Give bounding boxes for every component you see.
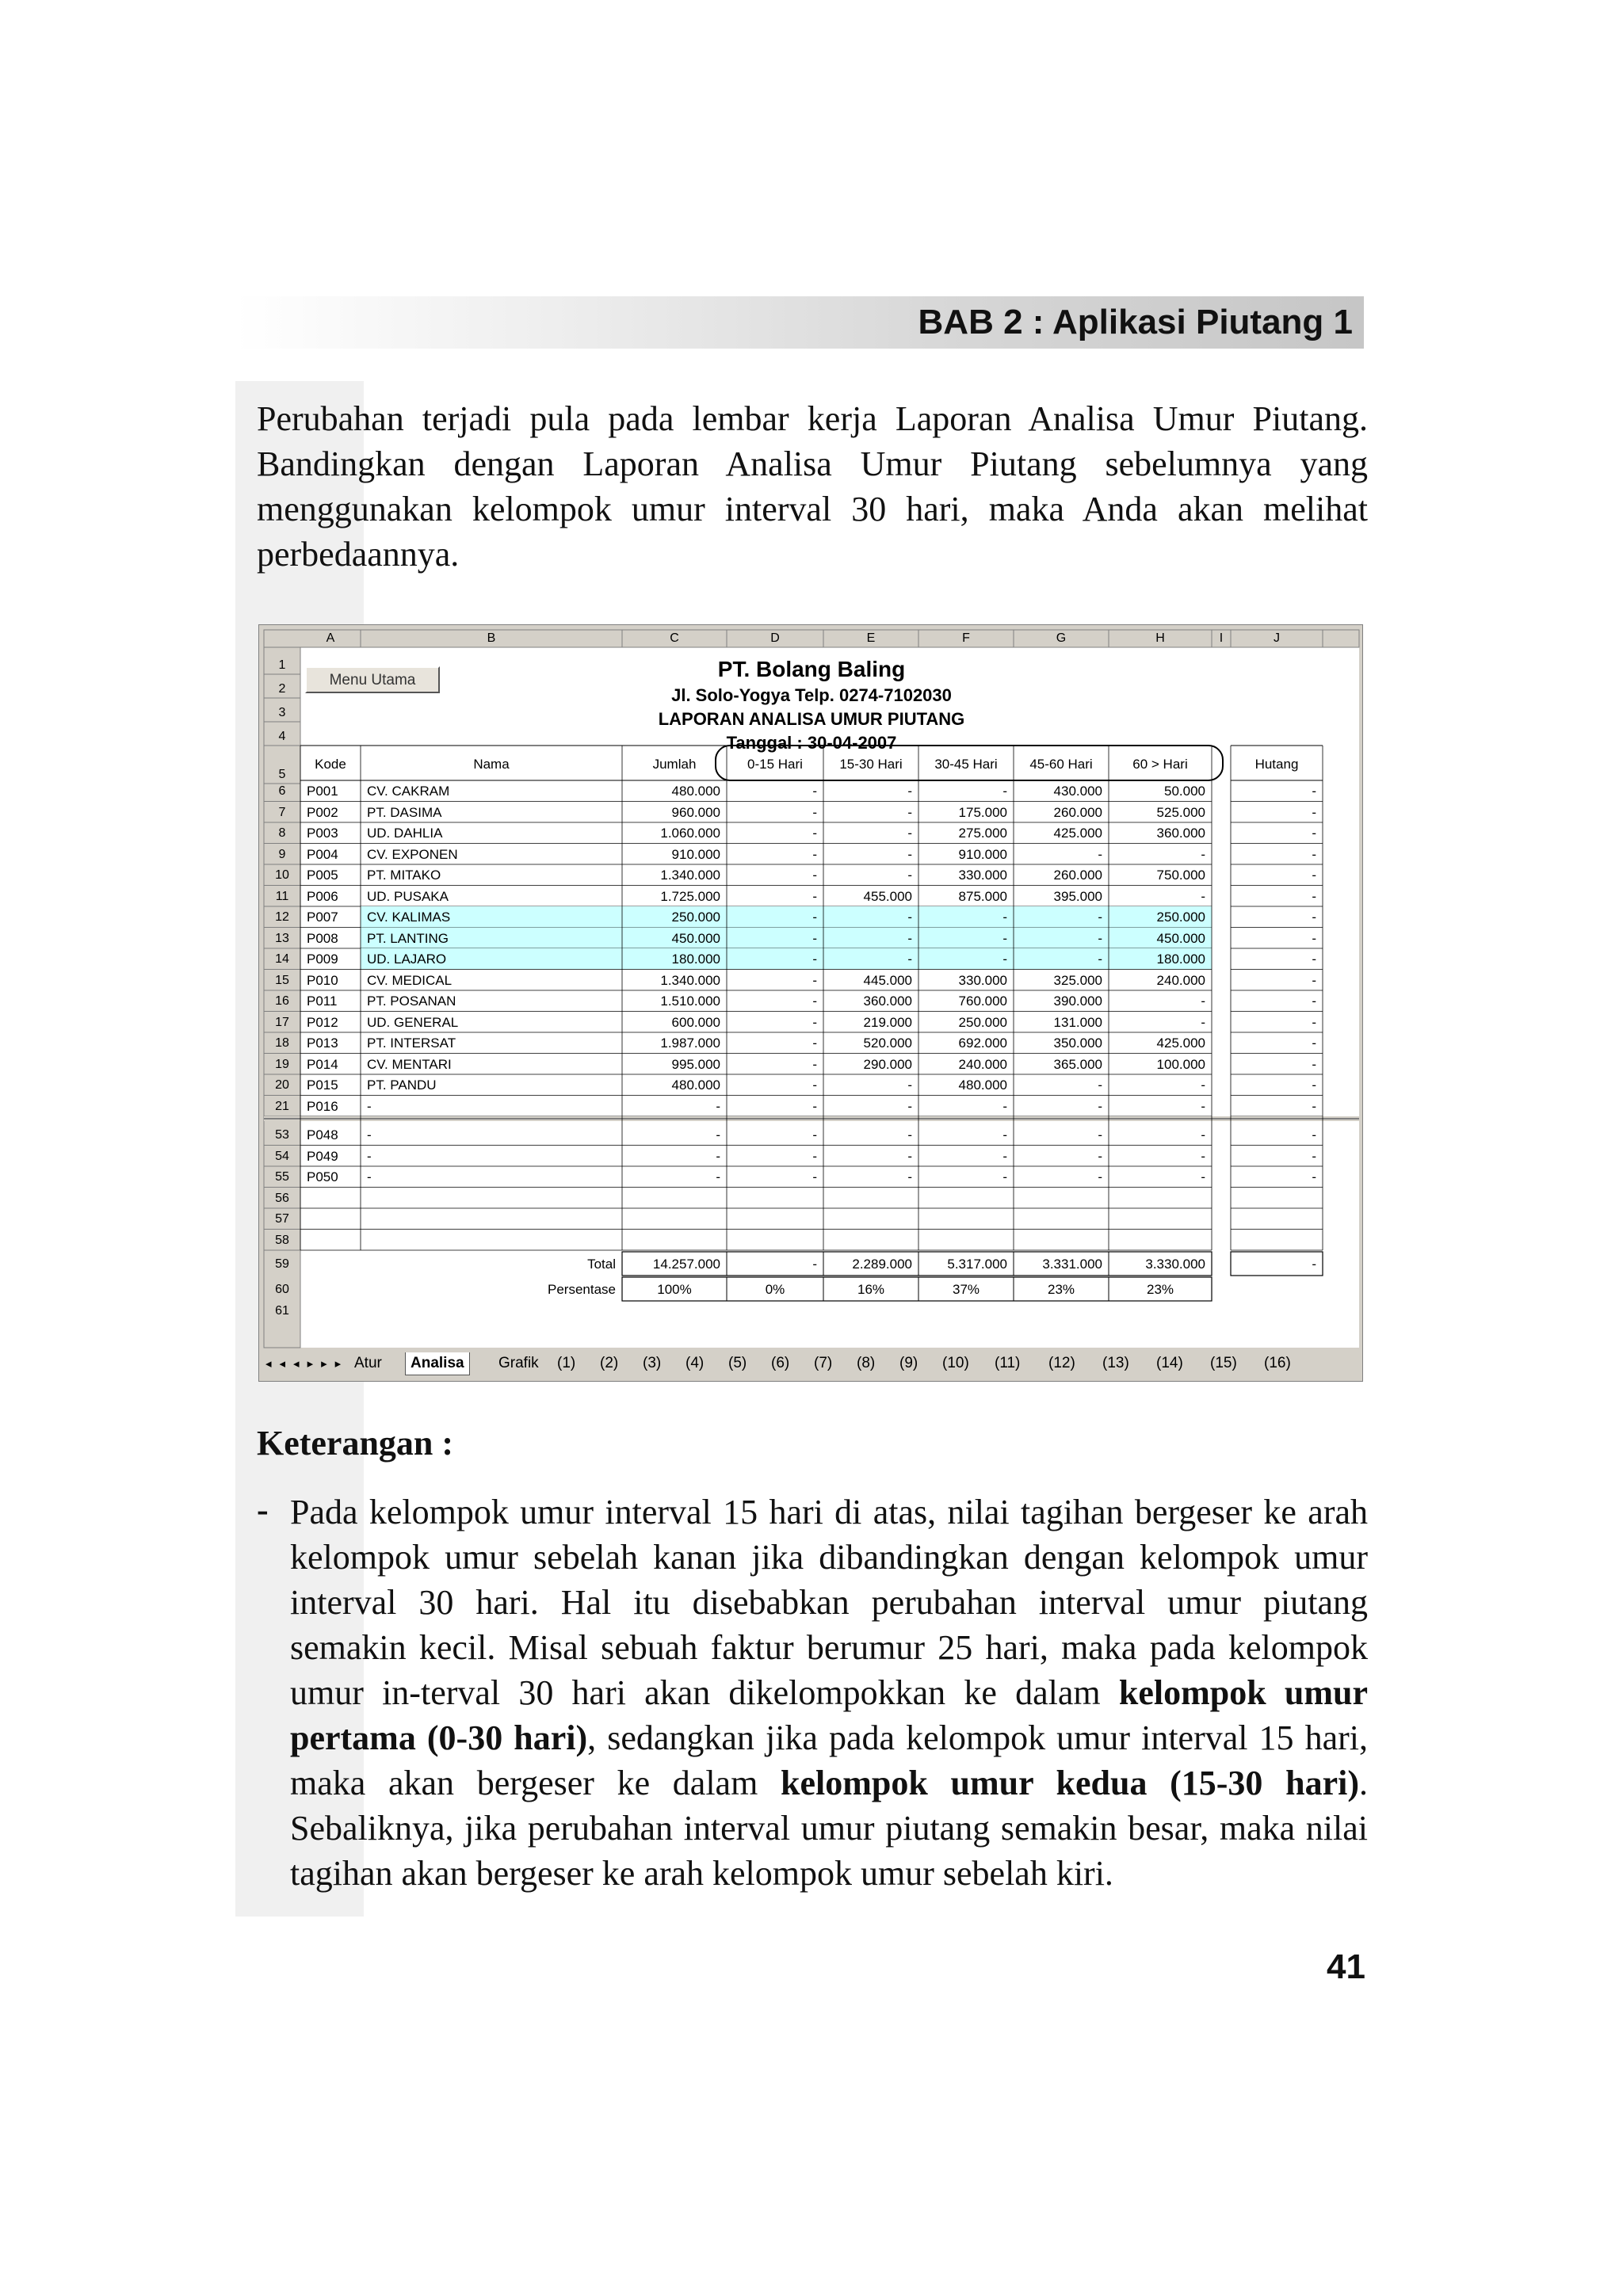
sheet-tab-15[interactable]: (15) [1210, 1355, 1237, 1371]
percent-cell-h: 23% [1146, 1282, 1174, 1297]
table-cell-g: 260.000 [1053, 804, 1102, 820]
report-title: LAPORAN ANALISA UMUR PIUTANG [658, 709, 965, 729]
table-cell-j: - [1312, 1035, 1316, 1051]
chapter-title: BAB 2 : Aplikasi Piutang 1 [918, 303, 1353, 341]
table-cell-f: - [1002, 1169, 1007, 1184]
table-cell-h: 250.000 [1156, 910, 1205, 925]
total-cell-j: - [1312, 1257, 1316, 1272]
table-cell-nama: - [367, 1148, 372, 1164]
sheet-tab-11[interactable]: (11) [995, 1355, 1021, 1371]
table-cell-kode: P009 [307, 952, 338, 967]
table-cell-kode: P002 [307, 804, 338, 820]
table-cell-h: - [1201, 1098, 1205, 1114]
table-cell-j: - [1312, 804, 1316, 820]
table-cell-e: 290.000 [863, 1056, 912, 1072]
table-cell-h: 750.000 [1156, 868, 1205, 883]
table-cell-j: - [1312, 888, 1316, 904]
table-cell-f: - [1002, 930, 1007, 946]
menu-utama-button[interactable]: Menu Utama [305, 666, 440, 693]
table-cell-g: - [1098, 1127, 1102, 1142]
table-cell-j: - [1312, 972, 1316, 988]
sheet-tab-8[interactable]: (8) [857, 1355, 876, 1371]
table-cell-jumlah: 250.000 [671, 910, 720, 925]
row-header-7[interactable]: 7 [278, 805, 286, 819]
note-bullet: - [257, 1490, 269, 1529]
row-header-2[interactable]: 2 [278, 682, 286, 696]
table-cell-h: 240.000 [1156, 972, 1205, 988]
table-cell-jumlah: 1.340.000 [660, 972, 720, 988]
table-cell-jumlah: 450.000 [671, 930, 720, 946]
column-header-f[interactable]: F [962, 631, 970, 645]
table-cell-g: - [1098, 846, 1102, 862]
sheet-tab-10[interactable]: (10) [942, 1355, 969, 1371]
sheet-tab-9[interactable]: (9) [899, 1355, 918, 1371]
table-cell-jumlah: 1.510.000 [660, 994, 720, 1009]
sheet-tab-bar [262, 1351, 1359, 1376]
sheet-tab-12[interactable]: (12) [1048, 1355, 1075, 1371]
note-segment: kelompok umur pertama (0-30 hari) [290, 1673, 1368, 1757]
table-cell-j: - [1312, 952, 1316, 967]
table-cell-j: - [1312, 826, 1316, 841]
table-cell-g: - [1098, 1148, 1102, 1164]
table-cell-nama: UD. GENERAL [367, 1014, 459, 1030]
table-cell-h: - [1201, 1127, 1205, 1142]
table-cell-f: 275.000 [958, 826, 1007, 841]
table-cell-f: 875.000 [958, 888, 1007, 904]
table-cell-f: - [1002, 952, 1007, 967]
sheet-tab-2[interactable]: (2) [600, 1355, 619, 1371]
table-cell-f: - [1002, 784, 1007, 799]
table-cell-d: - [812, 888, 817, 904]
table-cell-e: 219.000 [863, 1014, 912, 1030]
page-number: 41 [1327, 1947, 1365, 1986]
note-segment: . Sebaliknya, jika perubahan interval umur piutang semakin besar, maka nilai tagihan akan bergeser ke arah kelompok umur sebelah kiri. [290, 1764, 1368, 1893]
spreadsheet-screenshot [258, 624, 1363, 1382]
row-header-16[interactable]: 16 [275, 994, 289, 1008]
table-cell-g: 350.000 [1053, 1035, 1102, 1051]
table-cell-nama: CV. KALIMAS [367, 910, 451, 925]
table-cell-e: - [907, 1148, 912, 1164]
table-cell-nama: PT. PANDU [367, 1077, 437, 1093]
table-cell-nama: UD. DAHLIA [367, 826, 443, 841]
table-cell-h: 100.000 [1156, 1056, 1205, 1072]
table-cell-f: 330.000 [958, 868, 1007, 883]
percent-cell-g: 23% [1047, 1282, 1075, 1297]
total-cell-g: 3.331.000 [1042, 1257, 1102, 1272]
row-header-61[interactable]: 61 [275, 1304, 289, 1318]
table-cell-e: 520.000 [863, 1035, 912, 1051]
table-cell-kode: P011 [307, 994, 338, 1009]
table-cell-jumlah: - [716, 1098, 720, 1114]
table-cell-e: - [907, 846, 912, 862]
table-cell-kode: P016 [307, 1098, 338, 1114]
row-header-8[interactable]: 8 [278, 826, 286, 840]
table-cell-d: - [812, 910, 817, 925]
table-cell-kode: P013 [307, 1035, 338, 1051]
table-cell-h: - [1201, 994, 1205, 1009]
row-header-14[interactable]: 14 [275, 952, 289, 966]
note-segment: , sedangkan jika pada kelompok umur interval 15 hari, maka akan bergeser ke dalam [290, 1718, 1368, 1802]
report-date: Tanggal : 30-04-2007 [726, 733, 897, 753]
table-cell-d: - [812, 1035, 817, 1051]
table-cell-jumlah: 180.000 [671, 952, 720, 967]
row-header-6[interactable]: 6 [278, 784, 286, 798]
table-cell-kode: P050 [307, 1169, 338, 1184]
table-cell-kode: P004 [307, 846, 338, 862]
table-cell-d: - [812, 1077, 817, 1093]
percent-cell-f: 37% [952, 1282, 980, 1297]
table-cell-h: - [1201, 1077, 1205, 1093]
row-header-13[interactable]: 13 [275, 931, 289, 945]
note-heading: Keterangan : [257, 1424, 454, 1463]
row-header-20[interactable]: 20 [275, 1078, 289, 1092]
sheet-tab-atur[interactable]: Atur [354, 1355, 382, 1371]
table-cell-kode: P010 [307, 972, 338, 988]
table-header-cell: 0-15 Hari [747, 757, 803, 772]
table-cell-e: 360.000 [863, 994, 912, 1009]
column-header-d[interactable]: D [770, 631, 780, 645]
table-cell-e: - [907, 868, 912, 883]
table-cell-h: - [1201, 1148, 1205, 1164]
table-cell-nama: - [367, 1127, 372, 1142]
table-cell-jumlah: 1.987.000 [660, 1035, 720, 1051]
chapter-header [235, 296, 1364, 349]
table-cell-kode: P012 [307, 1014, 338, 1030]
table-cell-e: - [907, 1127, 912, 1142]
table-cell-kode: P008 [307, 930, 338, 946]
table-cell-jumlah: - [716, 1148, 720, 1164]
company-name: PT. Bolang Baling [717, 657, 906, 681]
table-cell-g: - [1098, 952, 1102, 967]
table-cell-nama: - [367, 1098, 372, 1114]
table-cell-j: - [1312, 784, 1316, 799]
table-cell-kode: P014 [307, 1056, 338, 1072]
percent-cell-d: 0% [765, 1282, 785, 1297]
table-cell-kode: P003 [307, 826, 338, 841]
column-header-j[interactable]: J [1274, 631, 1280, 645]
table-cell-g: - [1098, 1098, 1102, 1114]
column-header-a[interactable]: A [326, 631, 335, 645]
table-cell-e: - [907, 784, 912, 799]
table-cell-h: - [1201, 888, 1205, 904]
sheet-tab-16[interactable]: (16) [1264, 1355, 1291, 1371]
table-cell-jumlah: 1.340.000 [660, 868, 720, 883]
table-cell-nama: UD. PUSAKA [367, 888, 449, 904]
table-cell-h: - [1201, 1014, 1205, 1030]
column-header-g[interactable]: G [1056, 631, 1067, 645]
table-cell-f: - [1002, 1127, 1007, 1142]
table-cell-nama: PT. DASIMA [367, 804, 442, 820]
row-header-60[interactable]: 60 [275, 1283, 289, 1296]
table-cell-d: - [812, 1169, 817, 1184]
row-header-12[interactable]: 12 [275, 910, 289, 924]
table-cell-h: - [1201, 1169, 1205, 1184]
table-cell-g: 131.000 [1053, 1014, 1102, 1030]
table-cell-jumlah: - [716, 1169, 720, 1184]
table-cell-jumlah: 995.000 [671, 1056, 720, 1072]
table-cell-f: - [1002, 910, 1007, 925]
row-header-57[interactable]: 57 [275, 1212, 289, 1226]
column-header-c[interactable]: C [670, 631, 679, 645]
table-cell-f: 910.000 [958, 846, 1007, 862]
table-cell-f: 692.000 [958, 1035, 1007, 1051]
table-cell-e: - [907, 952, 912, 967]
table-cell-d: - [812, 994, 817, 1009]
table-cell-g: 365.000 [1053, 1056, 1102, 1072]
table-cell-h: 525.000 [1156, 804, 1205, 820]
percent-cell-label: Persentase [548, 1282, 616, 1297]
table-cell-e: - [907, 804, 912, 820]
table-cell-g: - [1098, 930, 1102, 946]
sheet-tab-4[interactable]: (4) [685, 1355, 705, 1371]
table-header-cell: 30-45 Hari [934, 757, 998, 772]
table-header-cell: Kode [315, 757, 346, 772]
table-cell-e: - [907, 1077, 912, 1093]
table-cell-j: - [1312, 910, 1316, 925]
sheet-tab-5[interactable]: (5) [728, 1355, 747, 1371]
intro-paragraph: Perubahan terjadi pula pada lembar kerja Laporan Analisa Umur Piutang. Bandingkan dengan Laporan Analisa Umur Piutang sebelumnya yang menggunakan kelompok umur interval 30 hari, maka Anda akan melihat perbedaannya. [257, 399, 1368, 574]
row-header-21[interactable]: 21 [275, 1099, 289, 1113]
table-cell-d: - [812, 1098, 817, 1114]
row-header-1[interactable]: 1 [278, 658, 286, 672]
table-cell-h: - [1201, 846, 1205, 862]
row-header-9[interactable]: 9 [278, 847, 286, 861]
table-header-cell: 60 > Hari [1132, 757, 1188, 772]
table-cell-h: 425.000 [1156, 1035, 1205, 1051]
table-cell-d: - [812, 826, 817, 841]
table-cell-kode: P015 [307, 1077, 338, 1093]
table-cell-e: - [907, 910, 912, 925]
table-cell-d: - [812, 1148, 817, 1164]
table-cell-d: - [812, 846, 817, 862]
table-cell-nama: UD. LAJARO [367, 952, 447, 967]
table-cell-nama: PT. MITAKO [367, 868, 441, 883]
row-header-15[interactable]: 15 [275, 973, 289, 987]
table-cell-j: - [1312, 930, 1316, 946]
sheet-tab-6[interactable]: (6) [771, 1355, 790, 1371]
table-cell-j: - [1312, 846, 1316, 862]
table-cell-nama: PT. LANTING [367, 930, 449, 946]
table-cell-jumlah: 600.000 [671, 1014, 720, 1030]
table-cell-g: 430.000 [1053, 784, 1102, 799]
percent-cell-c: 100% [657, 1282, 692, 1297]
table-header-cell: Hutang [1254, 757, 1299, 772]
table-cell-g: - [1098, 1169, 1102, 1184]
table-cell-nama: CV. CAKRAM [367, 784, 450, 799]
sheet-tab-grafik[interactable]: Grafik [498, 1355, 539, 1371]
table-cell-j: - [1312, 1169, 1316, 1184]
row-header-17[interactable]: 17 [275, 1015, 289, 1029]
table-cell-d: - [812, 1056, 817, 1072]
table-cell-d: - [812, 1127, 817, 1142]
column-header-i[interactable]: I [1219, 631, 1224, 645]
table-cell-jumlah: 480.000 [671, 784, 720, 799]
row-header-56[interactable]: 56 [275, 1191, 289, 1205]
table-cell-g: 425.000 [1053, 826, 1102, 841]
table-cell-j: - [1312, 1014, 1316, 1030]
table-cell-f: 175.000 [958, 804, 1007, 820]
table-cell-d: - [812, 1014, 817, 1030]
table-cell-h: 180.000 [1156, 952, 1205, 967]
table-cell-e: - [907, 826, 912, 841]
note-segment: kelompok umur kedua (15-30 hari) [781, 1764, 1359, 1802]
table-cell-nama: - [367, 1169, 372, 1184]
row-header-58[interactable]: 58 [275, 1233, 289, 1247]
total-cell-e: 2.289.000 [852, 1257, 912, 1272]
table-cell-f: 330.000 [958, 972, 1007, 988]
table-cell-kode: P049 [307, 1148, 338, 1164]
table-header-cell: 15-30 Hari [839, 757, 903, 772]
table-cell-j: - [1312, 1056, 1316, 1072]
table-cell-j: - [1312, 1077, 1316, 1093]
total-cell-d: - [812, 1257, 817, 1272]
table-cell-f: 250.000 [958, 1014, 1007, 1030]
table-cell-h: 450.000 [1156, 930, 1205, 946]
table-cell-e: 445.000 [863, 972, 912, 988]
sheet-tab-1[interactable]: (1) [557, 1355, 576, 1371]
sheet-tab-3[interactable]: (3) [643, 1355, 662, 1371]
table-cell-g: 395.000 [1053, 888, 1102, 904]
table-cell-g: 260.000 [1053, 868, 1102, 883]
table-cell-h: 50.000 [1164, 784, 1205, 799]
table-cell-nama: PT. INTERSAT [367, 1035, 456, 1051]
table-cell-d: - [812, 952, 817, 967]
row-header-59[interactable]: 59 [275, 1257, 289, 1271]
row-header-4[interactable]: 4 [278, 730, 286, 743]
row-header-55[interactable]: 55 [275, 1170, 289, 1184]
column-header-b[interactable]: B [487, 631, 496, 645]
table-cell-f: 480.000 [958, 1077, 1007, 1093]
column-header-e[interactable]: E [866, 631, 876, 645]
table-cell-d: - [812, 972, 817, 988]
note-paragraph [290, 1489, 1368, 1896]
sheet-tab-14[interactable]: (14) [1156, 1355, 1183, 1371]
table-cell-nama: CV. MEDICAL [367, 972, 453, 988]
table-cell-g: 325.000 [1053, 972, 1102, 988]
table-cell-kode: P048 [307, 1127, 338, 1142]
table-cell-nama: CV. EXPONEN [367, 846, 458, 862]
total-cell-label: Total [587, 1257, 616, 1272]
table-cell-j: - [1312, 1148, 1316, 1164]
table-cell-j: - [1312, 1127, 1316, 1142]
table-header-cell: 45-60 Hari [1029, 757, 1093, 772]
table-cell-e: 455.000 [863, 888, 912, 904]
table-cell-d: - [812, 930, 817, 946]
table-cell-j: - [1312, 868, 1316, 883]
table-cell-jumlah: 1.060.000 [660, 826, 720, 841]
table-cell-f: 760.000 [958, 994, 1007, 1009]
row-header-3[interactable]: 3 [278, 706, 286, 719]
percent-cell-e: 16% [857, 1282, 885, 1297]
table-cell-kode: P005 [307, 868, 338, 883]
table-cell-d: - [812, 868, 817, 883]
row-header-53[interactable]: 53 [275, 1128, 289, 1142]
note-segment: Pada kelompok umur interval 15 hari di atas, nilai tagihan bergeser ke arah kelompok umur sebelah kanan jika dibandingkan dengan kelompok umur interval 30 hari. Hal itu disebabkan perubahan interval umur piutang semakin kecil. Misal sebuah faktur berumur 25 hari, maka pada kelompok umur in-terval 30 hari akan dikelompokkan ke dalam [290, 1493, 1368, 1712]
table-cell-d: - [812, 784, 817, 799]
table-cell-e: - [907, 1169, 912, 1184]
table-cell-e: - [907, 1098, 912, 1114]
table-cell-jumlah: - [716, 1127, 720, 1142]
table-cell-jumlah: 1.725.000 [660, 888, 720, 904]
total-cell-h: 3.330.000 [1145, 1257, 1205, 1272]
total-cell-jumlah: 14.257.000 [652, 1257, 720, 1272]
table-header-cell: Nama [473, 757, 510, 772]
row-header-18[interactable]: 18 [275, 1036, 289, 1050]
row-header-54[interactable]: 54 [275, 1149, 289, 1163]
table-cell-h: 360.000 [1156, 826, 1205, 841]
row-header-5[interactable]: 5 [278, 768, 286, 781]
row-header-10[interactable]: 10 [275, 868, 289, 882]
table-cell-g: - [1098, 1077, 1102, 1093]
table-cell-kode: P006 [307, 888, 338, 904]
table-cell-g: 390.000 [1053, 994, 1102, 1009]
table-cell-jumlah: 910.000 [671, 846, 720, 862]
total-cell-f: 5.317.000 [947, 1257, 1007, 1272]
table-header-cell: Jumlah [652, 757, 697, 772]
table-cell-nama: PT. POSANAN [367, 994, 456, 1009]
table-cell-nama: CV. MENTARI [367, 1056, 452, 1072]
table-cell-f: 240.000 [958, 1056, 1007, 1072]
table-cell-d: - [812, 804, 817, 820]
column-header-h[interactable]: H [1155, 631, 1165, 645]
row-header-11[interactable]: 11 [275, 889, 289, 903]
table-cell-kode: P007 [307, 910, 338, 925]
table-cell-e: - [907, 930, 912, 946]
table-cell-jumlah: 960.000 [671, 804, 720, 820]
company-address: Jl. Solo-Yogya Telp. 0274-7102030 [671, 685, 952, 705]
row-header-19[interactable]: 19 [275, 1057, 289, 1071]
table-cell-f: - [1002, 1098, 1007, 1114]
table-cell-jumlah: 480.000 [671, 1077, 720, 1093]
table-cell-j: - [1312, 994, 1316, 1009]
table-cell-g: - [1098, 910, 1102, 925]
sheet-tab-13[interactable]: (13) [1102, 1355, 1129, 1371]
table-cell-j: - [1312, 1098, 1316, 1114]
table-cell-f: - [1002, 1148, 1007, 1164]
sheet-tab-7[interactable]: (7) [814, 1355, 833, 1371]
tab-scroll-buttons[interactable]: ◂◂◂▸▸▸ [265, 1356, 349, 1371]
sheet-tab-analisa[interactable]: Analisa [405, 1352, 470, 1375]
table-cell-kode: P001 [307, 784, 338, 799]
